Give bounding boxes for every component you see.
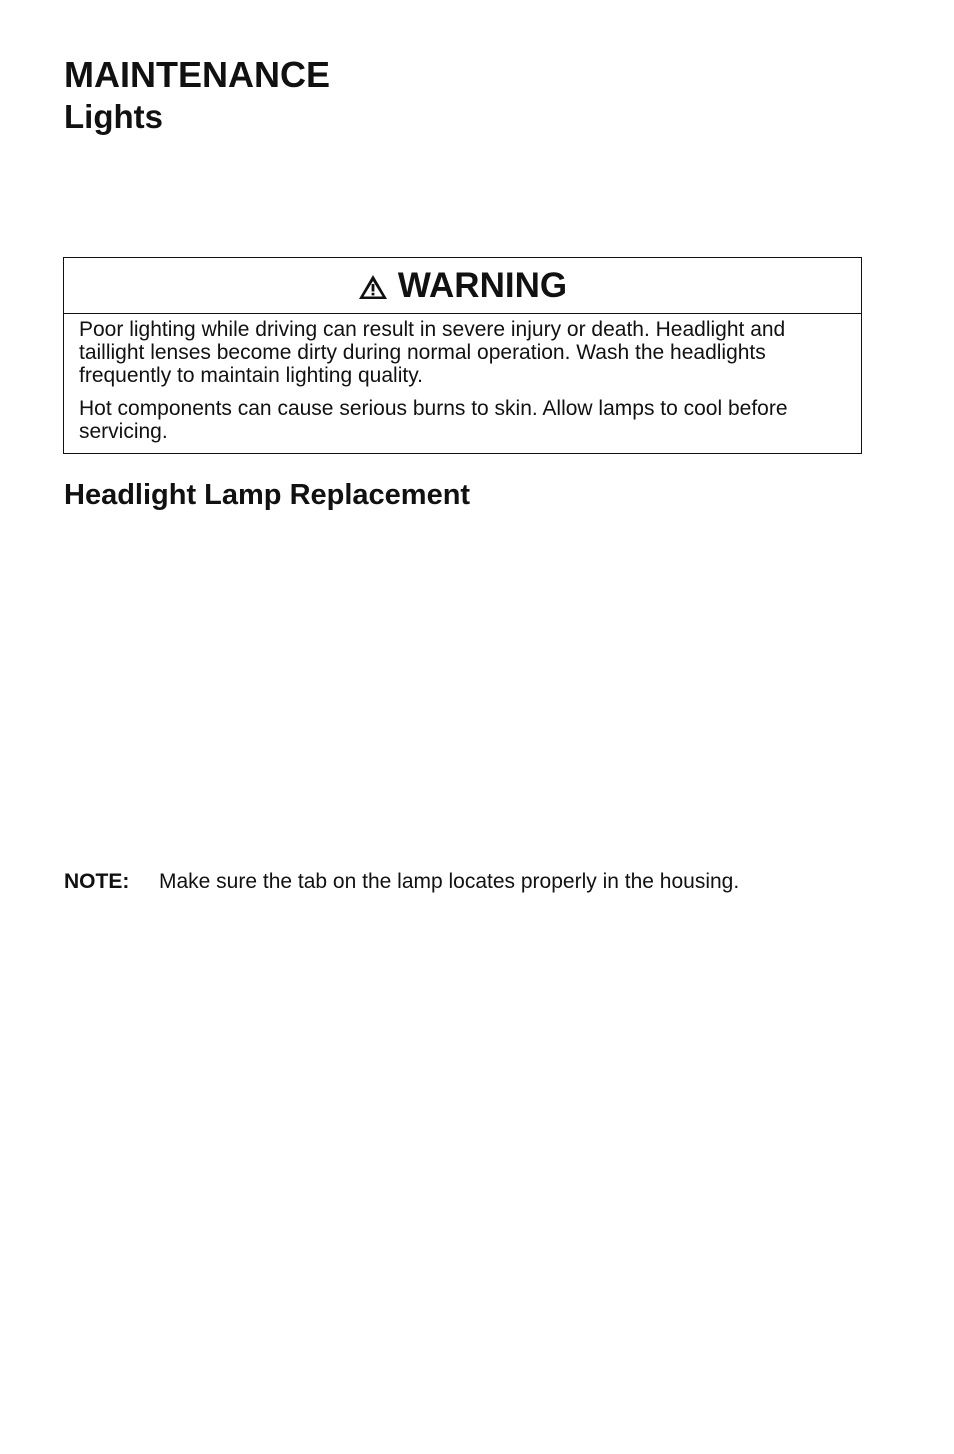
warning-body	[64, 314, 861, 443]
section-title: MAINTENANCE	[64, 54, 330, 95]
warning-paragraph: Poor lighting while driving can result in severe injury or death. Headlight and taillight lenses become dirty during normal operation. Wash the headlights frequently to maintain lighting quality.	[79, 318, 786, 387]
note-label: NOTE:	[64, 870, 130, 893]
warning-title: WARNING	[397, 265, 568, 305]
warning-box	[63, 257, 862, 454]
headlight-lamp-replacement-heading: Headlight Lamp Replacement	[64, 479, 471, 511]
warning-paragraph: Hot components can cause serious burns to skin. Allow lamps to cool before servicing.	[79, 397, 788, 443]
note	[64, 869, 739, 895]
warning-triangle-icon	[358, 274, 388, 300]
note-text: Make sure the tab on the lamp locates properly in the housing.	[159, 870, 740, 893]
subsection-title: Lights	[64, 98, 163, 135]
warning-header	[64, 258, 861, 314]
